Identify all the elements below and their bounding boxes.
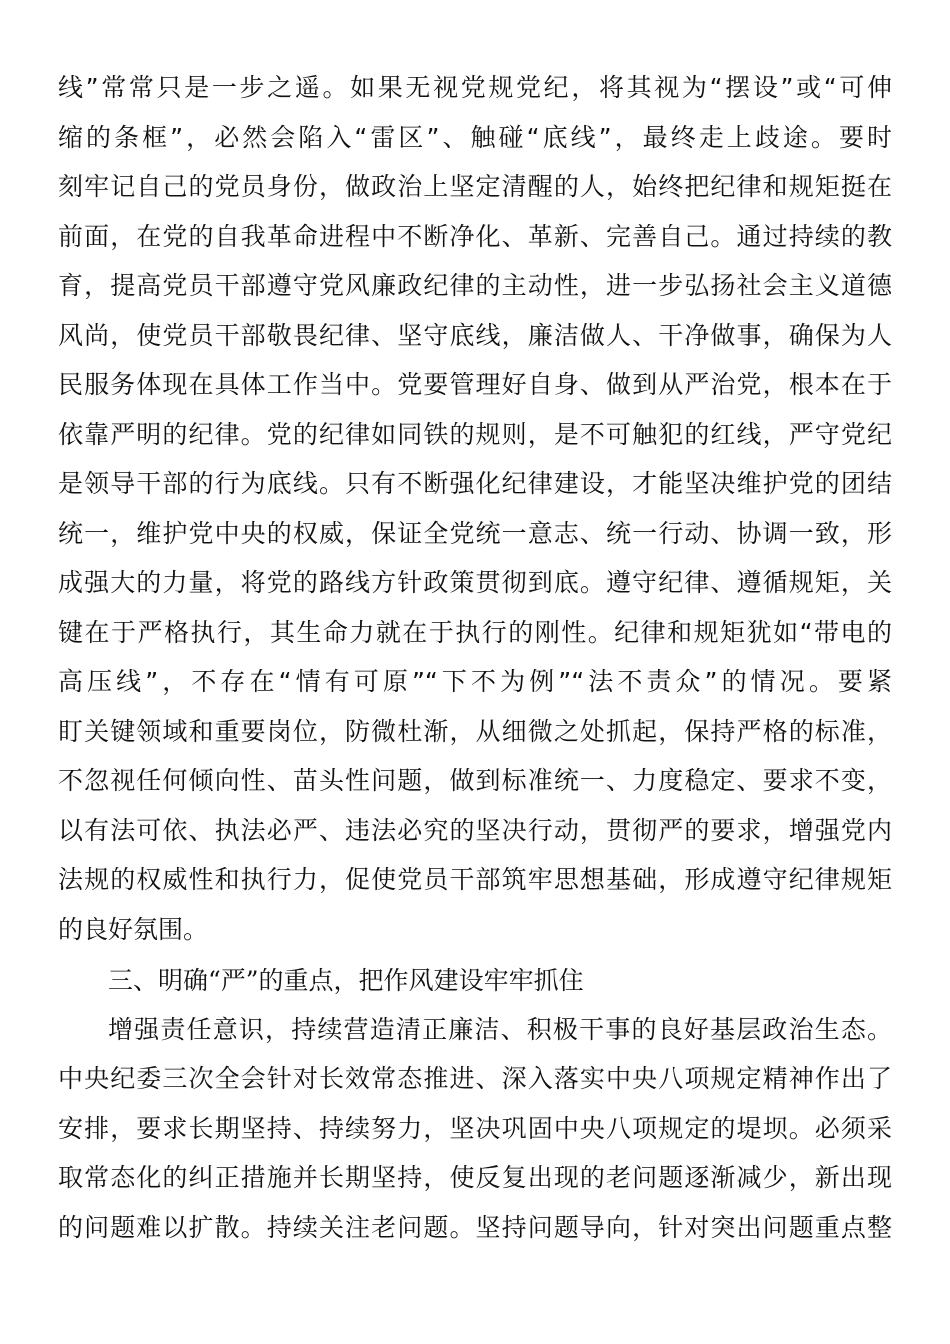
body-text-line: 取常态化的纠正措施并长期坚持，使反复出现的老问题逐渐减少，新出现 [58,1163,892,1192]
body-text-line: 以有法可依、执法必严、违法必究的坚决行动，贯彻严的要求，增强党内 [58,816,892,845]
body-text-line: 增强责任意识，持续营造清正廉洁、积极干事的良好基层政治生态。 [108,1015,892,1044]
body-text-line: 缩的条框”，必然会陷入“雷区”、触碰“底线”，最终走上歧途。要时 [58,123,892,152]
body-text-line: 风尚，使党员干部敬畏纪律、坚守底线，廉洁做人、干净做事，确保为人 [58,321,892,350]
body-text-line: 线”常常只是一步之遥。如果无视党规党纪，将其视为“摆设”或“可伸 [58,73,892,102]
body-text-line: 的良好氛围。 [58,915,209,944]
body-text-line: 统一，维护党中央的权威，保证全党统一意志、统一行动、协调一致，形 [58,519,892,548]
body-text-line: 中央纪委三次全会针对长效常态推进、深入落实中央八项规定精神作出了 [58,1064,892,1093]
body-text-line: 高压线”，不存在“情有可原”“下不为例”“法不责众”的情况。要紧 [58,667,892,696]
section-heading: 三、明确“严”的重点，把作风建设牢牢抓住 [108,966,584,995]
body-text-line: 是领导干部的行为底线。只有不断强化纪律建设，才能坚决维护党的团结 [58,469,892,498]
body-text-line: 键在于严格执行，其生命力就在于执行的刚性。纪律和规矩犹如“带电的 [58,618,892,647]
body-text-line: 依靠严明的纪律。党的纪律如同铁的规则，是不可触犯的红线，严守党纪 [58,420,892,449]
body-text-line: 民服务体现在具体工作当中。党要管理好自身、做到从严治党，根本在于 [58,370,892,399]
body-text-line: 成强大的力量，将党的路线方针政策贯彻到底。遵守纪律、遵循规矩，关 [58,568,892,597]
body-text-line: 刻牢记自己的党员身份，做政治上坚定清醒的人，始终把纪律和规矩挺在 [58,172,892,201]
body-text-line: 的问题难以扩散。持续关注老问题。坚持问题导向，针对突出问题重点整 [58,1213,892,1242]
body-text-line: 不忽视任何倾向性、苗头性问题，做到标准统一、力度稳定、要求不变， [58,766,892,795]
body-text-line: 盯关键领域和重要岗位，防微杜渐，从细微之处抓起，保持严格的标准， [58,717,892,746]
body-text-line: 法规的权威性和执行力，促使党员干部筑牢思想基础，形成遵守纪律规矩 [58,865,892,894]
body-text-line: 前面，在党的自我革命进程中不断净化、革新、完善自己。通过持续的教 [58,222,892,251]
body-text-line: 育，提高党员干部遵守党风廉政纪律的主动性，进一步弘扬社会主义道德 [58,271,892,300]
body-text-line: 安排，要求长期坚持、持续努力，坚决巩固中央八项规定的堤坝。必须采 [58,1114,892,1143]
